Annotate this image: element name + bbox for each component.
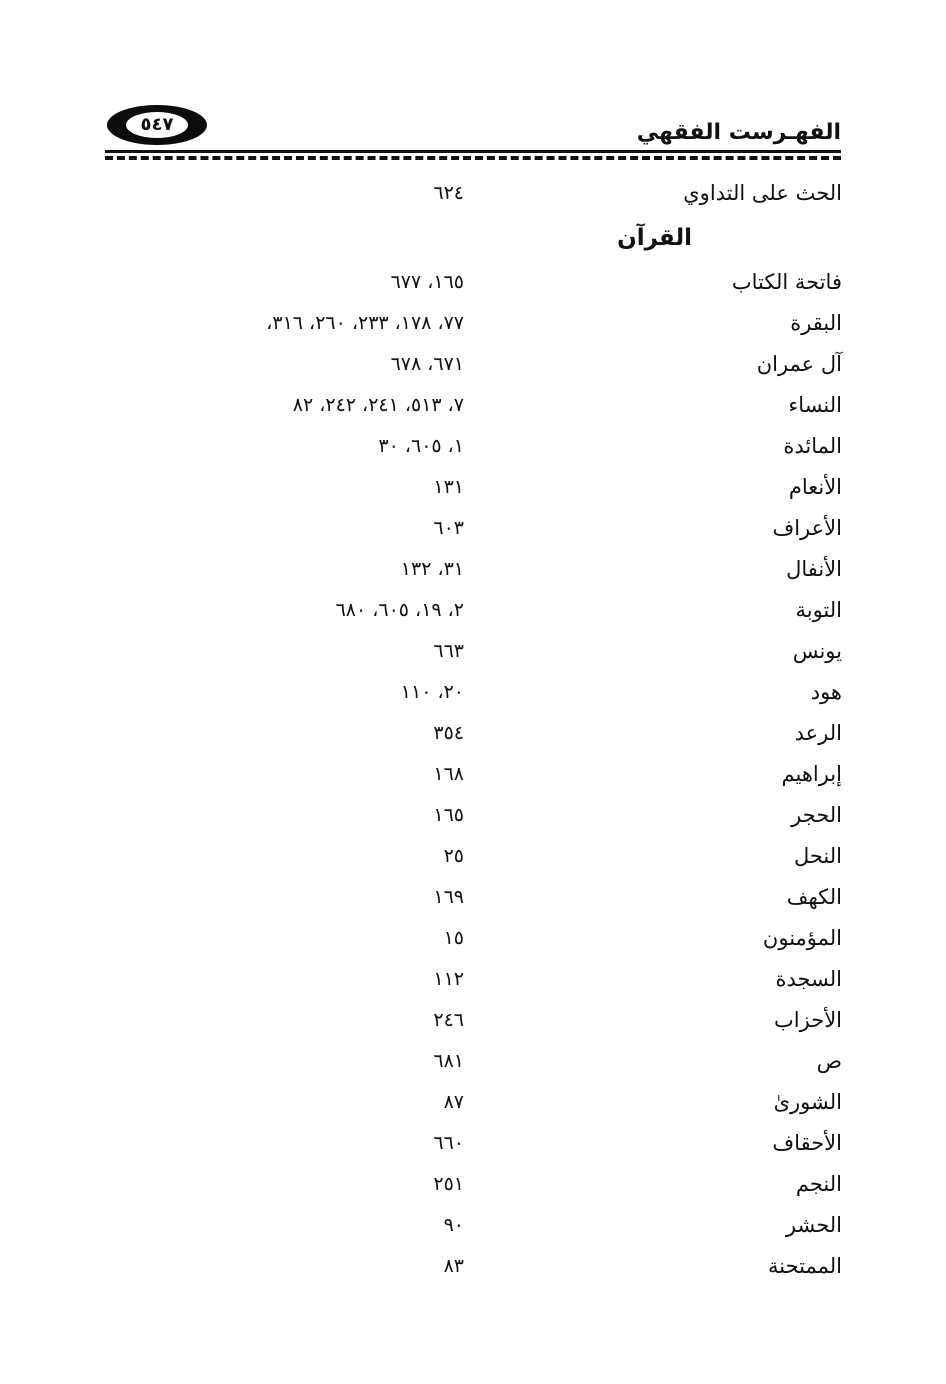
index-pages: ١٦٥ xyxy=(433,804,464,826)
index-pages: ٢٥ xyxy=(443,845,464,867)
section-heading xyxy=(200,214,842,262)
index-entry xyxy=(200,1041,842,1082)
index-term: هود xyxy=(810,680,842,704)
index-term: الكهف xyxy=(786,885,842,909)
page-number: ٥٤٧ xyxy=(126,112,188,138)
index-term: الأنعام xyxy=(788,475,842,499)
index-pages: ٧، ٥١٣، ٢٤١، ٢٤٢، ٨٢ xyxy=(292,394,464,416)
index-term: الأعراف xyxy=(772,516,842,540)
index-entry xyxy=(200,1205,842,1246)
index-pages: ٦٠٣ xyxy=(433,517,464,539)
index-entry xyxy=(200,508,842,549)
section-heading-text: القرآن xyxy=(617,225,692,251)
index-entry xyxy=(200,344,842,385)
index-entry xyxy=(200,795,842,836)
index-entry xyxy=(200,836,842,877)
index-pages: ١٦٥، ٦٧٧ xyxy=(390,271,464,293)
index-term: النجم xyxy=(795,1172,842,1196)
index-pages: ٦٢٤ xyxy=(433,182,464,204)
index-term: الرعد xyxy=(794,721,842,745)
index-entry xyxy=(200,877,842,918)
index-pages: ٧٧، ١٧٨، ٢٣٣، ٢٦٠، ٣١٦، xyxy=(266,312,464,334)
index-term: آل عمران xyxy=(756,352,842,376)
running-title: الفهـرست الفقهي xyxy=(636,120,841,145)
index-entry xyxy=(200,1123,842,1164)
page-header xyxy=(105,100,841,160)
index-pages: ٣٥٤ xyxy=(433,722,464,744)
index-pages: ١٦٩ xyxy=(433,886,464,908)
index-term: إبراهيم xyxy=(781,762,842,786)
index-pages: ٦٦٣ xyxy=(433,640,464,662)
header-rule-dashed xyxy=(105,156,841,160)
index-term: الأنفال xyxy=(786,557,842,581)
index-entry xyxy=(200,173,842,214)
index-term: فاتحة الكتاب xyxy=(731,270,842,294)
index-entry xyxy=(200,1246,842,1287)
index-entry xyxy=(200,303,842,344)
index-term: الحث على التداوي xyxy=(683,181,842,205)
index-entry xyxy=(200,467,842,508)
index-entry xyxy=(200,754,842,795)
page-number-badge xyxy=(107,105,207,145)
index-entry xyxy=(200,385,842,426)
header-rule-solid xyxy=(105,150,841,153)
index-term: الحجر xyxy=(791,803,842,827)
index-term: المؤمنون xyxy=(762,926,842,950)
index-entry xyxy=(200,713,842,754)
index-entry xyxy=(200,1000,842,1041)
index-pages: ١١٢ xyxy=(433,968,464,990)
index-entry xyxy=(200,549,842,590)
index-term: السجدة xyxy=(775,967,842,991)
index-pages: ٢، ١٩، ٦٠٥، ٦٨٠ xyxy=(335,599,464,621)
index-entry xyxy=(200,262,842,303)
index-pages: ١، ٦٠٥، ٣٠ xyxy=(378,435,464,457)
index-pages: ٦٨١ xyxy=(433,1050,464,1072)
index-pages: ٦٧١، ٦٧٨ xyxy=(390,353,464,375)
index-term: الشورىٰ xyxy=(773,1090,842,1114)
index-entry xyxy=(200,1164,842,1205)
index-pages: ١٦٨ xyxy=(433,763,464,785)
index-entry xyxy=(200,631,842,672)
index-entry xyxy=(200,672,842,713)
index-pages: ٩٠ xyxy=(443,1214,464,1236)
index-term: التوبة xyxy=(795,598,842,622)
index-term: ص xyxy=(816,1049,842,1073)
index-pages: ١٣١ xyxy=(433,476,464,498)
index-term: البقرة xyxy=(790,311,842,335)
index-entry xyxy=(200,590,842,631)
index-pages: ٢٥١ xyxy=(433,1173,464,1195)
index-entry xyxy=(200,959,842,1000)
index-pages: ٨٧ xyxy=(443,1091,464,1113)
index-term: الأحقاف xyxy=(772,1131,842,1155)
index-entries xyxy=(200,173,842,1287)
index-pages: ٣١، ١٣٢ xyxy=(400,558,464,580)
index-term: النحل xyxy=(793,844,842,868)
index-entry xyxy=(200,918,842,959)
index-entry xyxy=(200,426,842,467)
index-term: الممتحنة xyxy=(767,1254,842,1278)
index-term: الحشر xyxy=(785,1213,842,1237)
index-pages: ٦٦٠ xyxy=(433,1132,464,1154)
index-entry xyxy=(200,1082,842,1123)
index-term: يونس xyxy=(792,639,842,663)
index-pages: ٢٤٦ xyxy=(433,1009,464,1031)
index-pages: ٨٣ xyxy=(443,1255,464,1277)
index-term: النساء xyxy=(788,393,842,417)
index-pages: ١٥ xyxy=(443,927,464,949)
index-term: المائدة xyxy=(783,434,842,458)
index-pages: ٢٠، ١١٠ xyxy=(400,681,464,703)
index-term: الأحزاب xyxy=(774,1008,842,1032)
